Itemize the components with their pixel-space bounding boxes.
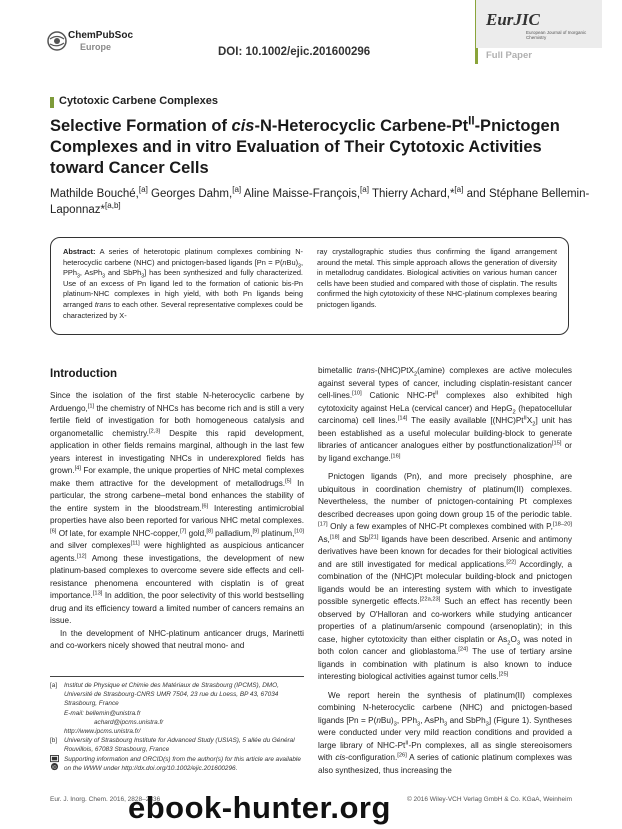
intro-paragraph-1: Since the isolation of the first stable N-heterocyclic carbene by Arduengo,[1] the chemistry of NHCs has become rich and is still a very fertile field of investigation for both homogeneous catalysis and organometallic chemistry.[2,3] Despite this rapid development, application in other fields remains marginal, although in the last few years interest in investigating NHCs in underexplored fields has grown.[4] For example, the unique properties of NHC metal complexes make them attractive for the development of metallodrugs.[5] In particular, the strong carbene–metal bond enhances the stability of the entire system in the bloodstream.[6] Interesting antimicrobial properties have also been reported for various NHC metal complexes.[6] Of late, for example NHC-copper,[7] gold,[8] palladium,[9] platinum,[10] and silver complexes[11] were highlighted as auspicious anticancer agents.[12] Among these investigations, the development of new platinum-based complexes to overcome severe side effects and cell-resistance phenomena encountered with cisplatin is of great importance.[13] In addition, the poor selectivity of this world bestselling drug and its efficiency toward a limited number of cancers remains an issue. [50, 391, 305, 625]
introduction-heading: Introduction [50, 368, 118, 380]
footnote-b [50, 736, 304, 754]
article-title: Selective Formation of cis-N-Heterocyclic Carbene-$Pt^{II}$-Pnictogen Complexes and in vitro Evaluation of Their Cytotoxic Activities toward Cancer Cells [50, 115, 560, 177]
watermark-text: ebook-hunter.org [128, 790, 391, 825]
abstract-left-column: Abstract: A series of heterotopic platinum complexes combining N-heterocyclic carbene (NHC) and pnictogen-based ligands [$Pn = P(nBu)_3$, PPh$_3$, AsPh$_3$ and SbPh$_3$] has been synthesized and fully characterized. Use of an excess of Pn ligand led to the formation of cationic bis-Pn platinum-NHC complexes in high yield, with both Pn ligands being arranged trans to each other. Several representative complexes could be characterized by X- [63, 247, 303, 320]
chempubsoc-logo [46, 28, 132, 56]
journal-logo-box [476, 0, 602, 48]
footnote-a-email-2[interactable]: achard@ipcms.unistra.fr [94, 718, 164, 726]
left-text-column [50, 390, 304, 653]
footnote-a-mark: [a] [50, 682, 58, 689]
publisher-region: Europe [80, 42, 112, 52]
footnote-a [50, 681, 304, 736]
journal-logo: EurJIC [486, 10, 540, 29]
doi-text[interactable]: DOI: 10.1002/ejic.201600296 [218, 46, 371, 58]
intro-paragraph-5: We report herein the synthesis of platinum(II) complexes combining N-heterocyclic carbene (NHC) and pnictogen-based ligands [$Pn = P(nBu)_3$, PPh$_3$, AsPh$_3$ and SbPh$_3$] (Figure 1). Syntheses were conducted under very mild reaction conditions and provided a large library of NHC-$Pt^{II}-Pn$ complexes, all as single stereoisomers with cis-configuration.[26] A series of cationic platinum complexes was also synthesized, thus increasing the [318, 690, 573, 775]
footnote-rule [50, 676, 304, 677]
journal-subtitle: European Journal of Inorganic Chemistry [526, 30, 587, 40]
abstract-box [50, 237, 569, 335]
footnote-a-email[interactable]: E-mail: bellemin@unistra.fr [64, 709, 141, 717]
footnote-b-mark: [b] [50, 737, 58, 745]
footer-citation: Eur. J. Inorg. Chem. 2016, 2828–2836 [50, 796, 161, 803]
author-list: Mathilde Bouché,[a] Georges Dahm,[a] Aline Maisse-François,[a] Thierry Achard,*[a] and Stéphane Bellemin-Laponnaz*[a,b] [50, 185, 590, 216]
publisher-name: ChemPubSoc [68, 30, 134, 41]
footnote-si [50, 755, 304, 773]
footer-copyright: © 2016 Wiley-VCH Verlag GmbH & Co. KGaA, Weinheim [406, 796, 572, 803]
article-type: Full Paper [486, 50, 532, 61]
footnote-a-url[interactable]: http://www.ipcms.unistra.fr/ [64, 728, 141, 736]
section-label: Cytotoxic Carbene Complexes [59, 95, 218, 107]
chempubsoc-globe-icon [46, 30, 68, 52]
intro-paragraph-3: bimetallic trans-(NHC)PtX$_2$(amine) complexes are active molecules against several types of cancer, including cisplatin-resistant cancer cell-lines.[10] Cationic NHC-$Pt^{II}$ complexes also exhibited high cytotoxicity against HeLa (cervical cancer) and HepG$_2$ (hepatocellular carcinoma) cell lines.[14] The easily available $[(NHC)Pt^{II}X_2]$ unit has been established as a useful molecular building-block to generate libraries of anticancer analogues either by postfunctionalization[15] or by ligand exchange.[16] [318, 366, 573, 463]
abstract-right-column: ray crystallographic studies thus confirming the ligand arrangement around the metal. This simple approach allows the generation of diversity in metallodrug candidates. Biological activities on various human cancer cells have been studied and compared with those of cisplatin. The results confirmed the high cytotoxicity of these NHC-platinum complexes bearing pnictogen ligands. [317, 247, 557, 309]
supporting-info-text[interactable]: Supporting information and ORCID(s) from the author(s) for this article are available on the WWW under http://dx.doi.org/10.1002/ejic.201600296. [64, 755, 301, 772]
intro-paragraph-4: Pnictogen ligands (Pn), and more precisely phosphine, are ubiquitous in coordination chemistry of platinum(II) complexes. Nevertheless, the number of pnictogen-containing Pt complexes described decreases upon going down group 15 of the periodic table.[17] Only a few examples of NHC-Pt complexes combined with P,[18–20] As,[18] and Sb[21] ligands have been described. Arsenic and antimony derivatives have been known for decades for their biological activities and are still investigated for medical applications.[22] Accordingly, a combination of the (NHC)Pt molecular building-block and pnictogen ligands would be an interesting system with which to investigate possible synergetic effects.[22a,23] Such an effect has recently been observed by O'Halloran and co-workers while studying anticancer properties of a platinum/arsenic compound (arsenoplatin); in this case, higher cytotoxicity than either cisplatin or $As_2O_3$ was noted in both colon cancer and glioblastoma.[24] The use of tertiary arsine ligands in combination with platinum is also known to induce interesting biological activities against tumor cells.[25] [318, 472, 573, 681]
footnotes [50, 681, 304, 773]
section-marker [50, 97, 54, 108]
footnote-b-affiliation: University of Strasbourg Institute for Advanced Study (USIAS), 5 allée du Général Rouvillois, 67083 Strasbourg, France [64, 737, 295, 754]
footnote-a-affiliation: Institut de Physique et Chimie des Matériaux de Strasbourg (IPCMS), DMO, Université de Strasbourg-CNRS UMR 7504, 23 rue du Loess, BP 43, 67034 Strasbourg, France [64, 682, 279, 708]
svg-text:iD: iD [52, 763, 57, 769]
intro-paragraph-2: In the development of NHC-platinum anticancer drugs, Marinetti and co-workers nicely showed that neutral mono- and [50, 628, 304, 650]
supporting-info-icon [50, 755, 59, 771]
right-text-column [318, 365, 572, 777]
